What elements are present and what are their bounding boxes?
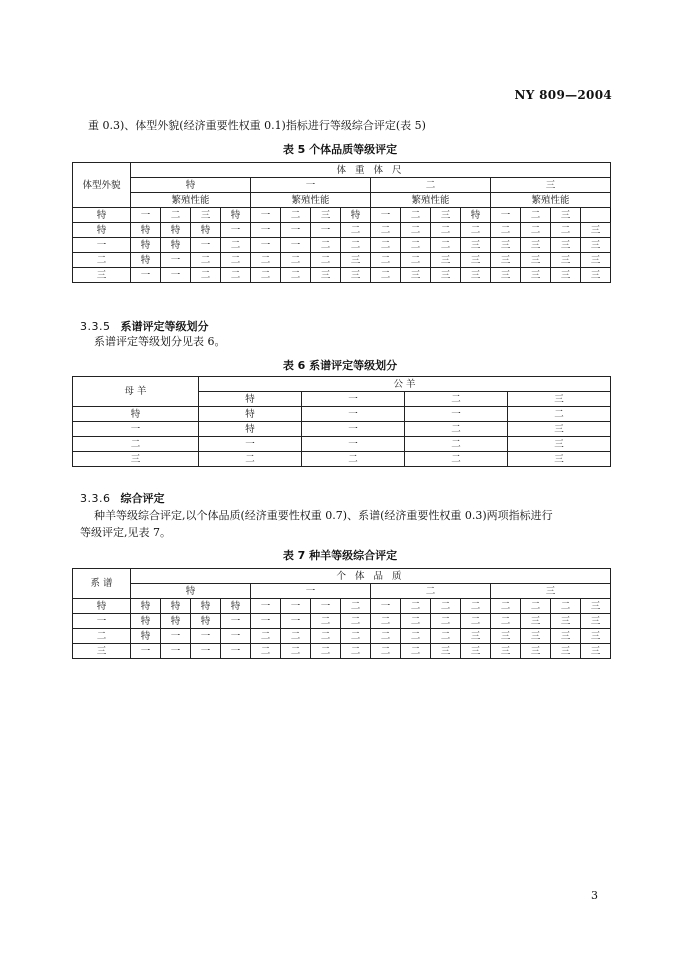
table5-cell: 特: [161, 238, 191, 253]
table7-row-label: 一: [73, 614, 131, 629]
table7-cell: 一: [221, 614, 251, 629]
table7-row-label: 二: [73, 629, 131, 644]
table7-cell: 一: [221, 644, 251, 659]
table5-cell: 三: [581, 223, 611, 238]
table5-row-header: 体型外貌: [73, 163, 131, 208]
intro-paragraph: 重 0.3)、体型外貌(经济重要性权重 0.1)指标进行等级综合评定(表 5): [88, 119, 426, 132]
table5: [72, 162, 611, 283]
table5-cell: 二: [221, 253, 251, 268]
table5-cell: 三: [431, 268, 461, 283]
table5-col-header: 特: [73, 208, 131, 223]
table5-grade-header: 三: [491, 178, 611, 193]
table7-cell: 二: [251, 644, 281, 659]
table7-cell: 三: [461, 629, 491, 644]
table7-caption: 表 7 种羊等级综合评定: [282, 549, 398, 562]
table5-grade-header: 二: [371, 178, 491, 193]
table7-cell: 二: [401, 614, 431, 629]
table7-cell: 三: [551, 614, 581, 629]
table7-cell: 二: [311, 614, 341, 629]
table6-group-header: 公 羊: [199, 377, 611, 392]
table7-cell: 二: [341, 614, 371, 629]
table7-row-label: 特: [73, 599, 131, 614]
section-336-number: 3.3.6: [80, 492, 111, 505]
table5-cell: 二: [311, 238, 341, 253]
table5-cell: 二: [431, 223, 461, 238]
table-row: [73, 644, 611, 659]
table7-cell: 二: [491, 614, 521, 629]
table5-cell: 一: [221, 223, 251, 238]
table6: [72, 376, 611, 467]
table5-cell: 二: [221, 238, 251, 253]
table-row: [73, 238, 611, 253]
table5-cell: 特: [161, 223, 191, 238]
table5-cell: 二: [401, 238, 431, 253]
table7-cell: 二: [521, 599, 551, 614]
section-335-heading: [80, 318, 209, 334]
table7-cell: 特: [191, 599, 221, 614]
section-336-title: 综合评定: [120, 492, 165, 505]
table5-row-label: 特: [73, 223, 131, 238]
table5-cell: 三: [461, 268, 491, 283]
table5-cell: 二: [551, 223, 581, 238]
table7-cell: 二: [401, 599, 431, 614]
table-row: [73, 223, 611, 238]
table5-cell: 一: [161, 253, 191, 268]
table-row: [73, 422, 611, 437]
table5-row-label: 三: [73, 268, 131, 283]
table6-cell: 一: [199, 437, 302, 452]
table6-cell: 特: [199, 422, 302, 437]
table7-cell: 二: [251, 629, 281, 644]
table5-cell: 二: [311, 253, 341, 268]
table7-cell: 三: [581, 644, 611, 659]
table-row: [73, 629, 611, 644]
table-row: [73, 268, 611, 283]
table5-cell: 三: [311, 268, 341, 283]
section-335-body: 系谱评定等级划分见表 6。: [94, 335, 226, 348]
table7-cell: 二: [371, 629, 401, 644]
table5-caption: 表 5 个体品质等级评定: [282, 143, 398, 156]
table5-cell: 三: [341, 253, 371, 268]
table6-cell: 一: [302, 437, 405, 452]
table5-cell: 三: [551, 253, 581, 268]
table7-cell: 三: [551, 644, 581, 659]
table5-cell: 二: [341, 238, 371, 253]
table7-group-header: 个 体 品 质: [131, 569, 611, 584]
section-336-body-line2: 等级评定,见表 7。: [80, 526, 171, 539]
table7-row-header: 系 谱: [73, 569, 131, 599]
table5-grade-header: 特: [131, 178, 251, 193]
table5-cell: 三: [581, 238, 611, 253]
table5-cell: 一: [251, 223, 281, 238]
table5-col-header: 二: [161, 208, 191, 223]
table5-col-header: 三: [311, 208, 341, 223]
table7-cell: 二: [311, 644, 341, 659]
table6-cell: 三: [508, 422, 611, 437]
table5-cell: 二: [491, 223, 521, 238]
table5-cell: 二: [191, 253, 221, 268]
section-336-heading: [80, 490, 165, 506]
table7-cell: 三: [431, 644, 461, 659]
table6-cell: 二: [302, 452, 405, 467]
table7-grade-header: 二: [371, 584, 491, 599]
table7-cell: 特: [131, 629, 161, 644]
table7-cell: 二: [491, 599, 521, 614]
table7-cell: 二: [431, 629, 461, 644]
table5-cell: 二: [281, 268, 311, 283]
table6-cell: 二: [405, 452, 508, 467]
table7-cell: 二: [341, 599, 371, 614]
table6-row-label: 三: [73, 452, 199, 467]
table7-cell: 二: [461, 614, 491, 629]
table6-cell: 二: [405, 437, 508, 452]
table6-row-label: 二: [73, 437, 199, 452]
section-335-number: 3.3.5: [80, 320, 111, 333]
table7-cell: 特: [161, 614, 191, 629]
table7-cell: 三: [491, 629, 521, 644]
table5-cell: 特: [131, 238, 161, 253]
page-number: 3: [591, 889, 598, 902]
table7-cell: 三: [521, 644, 551, 659]
table5-col-header: 一: [491, 208, 521, 223]
table5-cell: 二: [251, 268, 281, 283]
table6-cell: 二: [508, 407, 611, 422]
table5-cell: 三: [521, 268, 551, 283]
table7-cell: 一: [281, 599, 311, 614]
table5-cell: 三: [581, 253, 611, 268]
table5-row-label: 二: [73, 253, 131, 268]
table7-cell: 一: [161, 644, 191, 659]
table7-cell: 三: [551, 629, 581, 644]
table5-col-header: 二: [521, 208, 551, 223]
table7-cell: 一: [221, 629, 251, 644]
table7-cell: 二: [401, 644, 431, 659]
table5-cell: 一: [161, 268, 191, 283]
table7-cell: 特: [131, 614, 161, 629]
table6-row-label: 一: [73, 422, 199, 437]
table5-cell: 特: [131, 223, 161, 238]
table7-cell: 三: [581, 599, 611, 614]
table5-cell: 一: [131, 268, 161, 283]
table5-cell: 特: [191, 223, 221, 238]
table6-cell: 特: [199, 407, 302, 422]
table7-cell: 二: [281, 629, 311, 644]
table5-cell: 三: [521, 238, 551, 253]
table7-cell: 三: [521, 614, 551, 629]
table5-col-header: 三: [431, 208, 461, 223]
table7-cell: 二: [431, 599, 461, 614]
table-row: [73, 407, 611, 422]
table5-sub-header: 繁殖性能: [131, 193, 251, 208]
table7-cell: 特: [221, 599, 251, 614]
table7-cell: 二: [341, 629, 371, 644]
table5-cell: 一: [251, 238, 281, 253]
table7-cell: 特: [131, 599, 161, 614]
table5-col-header: 二: [281, 208, 311, 223]
table6-row-header: 母 羊: [73, 377, 199, 407]
table5-cell: 三: [581, 268, 611, 283]
table5-row-label: 一: [73, 238, 131, 253]
table5-cell: 三: [401, 268, 431, 283]
table6-cell: 一: [302, 407, 405, 422]
table5-cell: 三: [341, 268, 371, 283]
table6-cell: 一: [302, 422, 405, 437]
table5-column-row: [73, 208, 611, 223]
table7-cell: 三: [461, 644, 491, 659]
table7-cell: 二: [401, 629, 431, 644]
table6-col-header: 特: [199, 392, 302, 407]
table6-cell: 一: [405, 407, 508, 422]
table7-grade-header: 一: [251, 584, 371, 599]
table7-cell: 三: [581, 629, 611, 644]
table5-cell: 二: [371, 268, 401, 283]
table5-cell: 三: [491, 268, 521, 283]
table5-cell: 三: [551, 268, 581, 283]
table5-col-header: 一: [371, 208, 401, 223]
table5-grade-header: 一: [251, 178, 371, 193]
table7-cell: 一: [191, 629, 221, 644]
table7-cell: 一: [251, 614, 281, 629]
table7-row-label: 三: [73, 644, 131, 659]
table5-cell: 三: [431, 253, 461, 268]
table5-cell: 三: [461, 238, 491, 253]
section-336-body-line1: 种羊等级综合评定,以个体品质(经济重要性权重 0.7)、系谱(经济重要性权重 0.3)两项指标进行: [94, 509, 553, 522]
table5-cell: 三: [491, 253, 521, 268]
table7-grade-header: 三: [491, 584, 611, 599]
table5-col-header: 特: [341, 208, 371, 223]
table5-col-header: 三: [191, 208, 221, 223]
table5-cell: 二: [191, 268, 221, 283]
table7-cell: 二: [341, 644, 371, 659]
table5-col-header: 一: [251, 208, 281, 223]
table5-cell: 二: [521, 223, 551, 238]
table6-col-header: 一: [302, 392, 405, 407]
table-row: [73, 452, 611, 467]
table5-col-header: 一: [131, 208, 161, 223]
table7: [72, 568, 611, 659]
section-335-title: 系谱评定等级划分: [120, 320, 209, 333]
table5-cell: 二: [401, 253, 431, 268]
table7-cell: 一: [161, 629, 191, 644]
table5-cell: 二: [371, 253, 401, 268]
table5-group-header: 体 重 体 尺: [131, 163, 611, 178]
table7-cell: 二: [461, 599, 491, 614]
table7-cell: 二: [371, 614, 401, 629]
table7-cell: 二: [371, 644, 401, 659]
table7-cell: 三: [491, 644, 521, 659]
table7-cell: 二: [311, 629, 341, 644]
table-row: [73, 599, 611, 614]
table7-cell: 二: [281, 644, 311, 659]
table7-cell: 特: [191, 614, 221, 629]
table7-cell: 特: [161, 599, 191, 614]
table7-cell: 三: [521, 629, 551, 644]
table6-caption: 表 6 系谱评定等级划分: [282, 359, 398, 372]
table5-col-header: 特: [461, 208, 491, 223]
table5-col-header: 特: [221, 208, 251, 223]
table5-cell: 二: [371, 223, 401, 238]
table7-cell: 二: [431, 614, 461, 629]
table5-cell: 二: [251, 253, 281, 268]
table7-cell: 一: [371, 599, 401, 614]
table6-col-header: 三: [508, 392, 611, 407]
table5-col-header: 二: [401, 208, 431, 223]
table5-cell: 二: [341, 223, 371, 238]
table6-cell: 三: [508, 452, 611, 467]
table-row: [73, 253, 611, 268]
table5-cell: 二: [281, 253, 311, 268]
table5-cell: 二: [401, 223, 431, 238]
table5-cell: 三: [521, 253, 551, 268]
table7-grade-header: 特: [131, 584, 251, 599]
table5-sub-header: 繁殖性能: [371, 193, 491, 208]
table5-cell: 一: [281, 223, 311, 238]
table5-col-header: 三: [551, 208, 581, 223]
table5-cell: 三: [461, 253, 491, 268]
table6-cell: 二: [199, 452, 302, 467]
table6-cell: 二: [405, 422, 508, 437]
table7-cell: 一: [281, 614, 311, 629]
table5-cell: 三: [491, 238, 521, 253]
table5-cell: 一: [281, 238, 311, 253]
table5-cell: 二: [431, 238, 461, 253]
table5-sub-header: 繁殖性能: [491, 193, 611, 208]
document-code: NY 809—2004: [514, 88, 612, 102]
table5-cell: 一: [191, 238, 221, 253]
table5-cell: 二: [221, 268, 251, 283]
table-row: [73, 437, 611, 452]
table7-cell: 二: [551, 599, 581, 614]
table5-cell: 特: [131, 253, 161, 268]
table5-cell: 二: [371, 238, 401, 253]
table6-col-header: 二: [405, 392, 508, 407]
table5-cell: 一: [311, 223, 341, 238]
table7-cell: 一: [311, 599, 341, 614]
table6-row-label: 特: [73, 407, 199, 422]
table7-cell: 一: [251, 599, 281, 614]
table5-cell: 二: [461, 223, 491, 238]
table-row: [73, 614, 611, 629]
table7-cell: 三: [581, 614, 611, 629]
table5-sub-header: 繁殖性能: [251, 193, 371, 208]
table5-cell: 三: [551, 238, 581, 253]
table7-cell: 一: [191, 644, 221, 659]
table7-cell: 一: [131, 644, 161, 659]
table6-cell: 三: [508, 437, 611, 452]
